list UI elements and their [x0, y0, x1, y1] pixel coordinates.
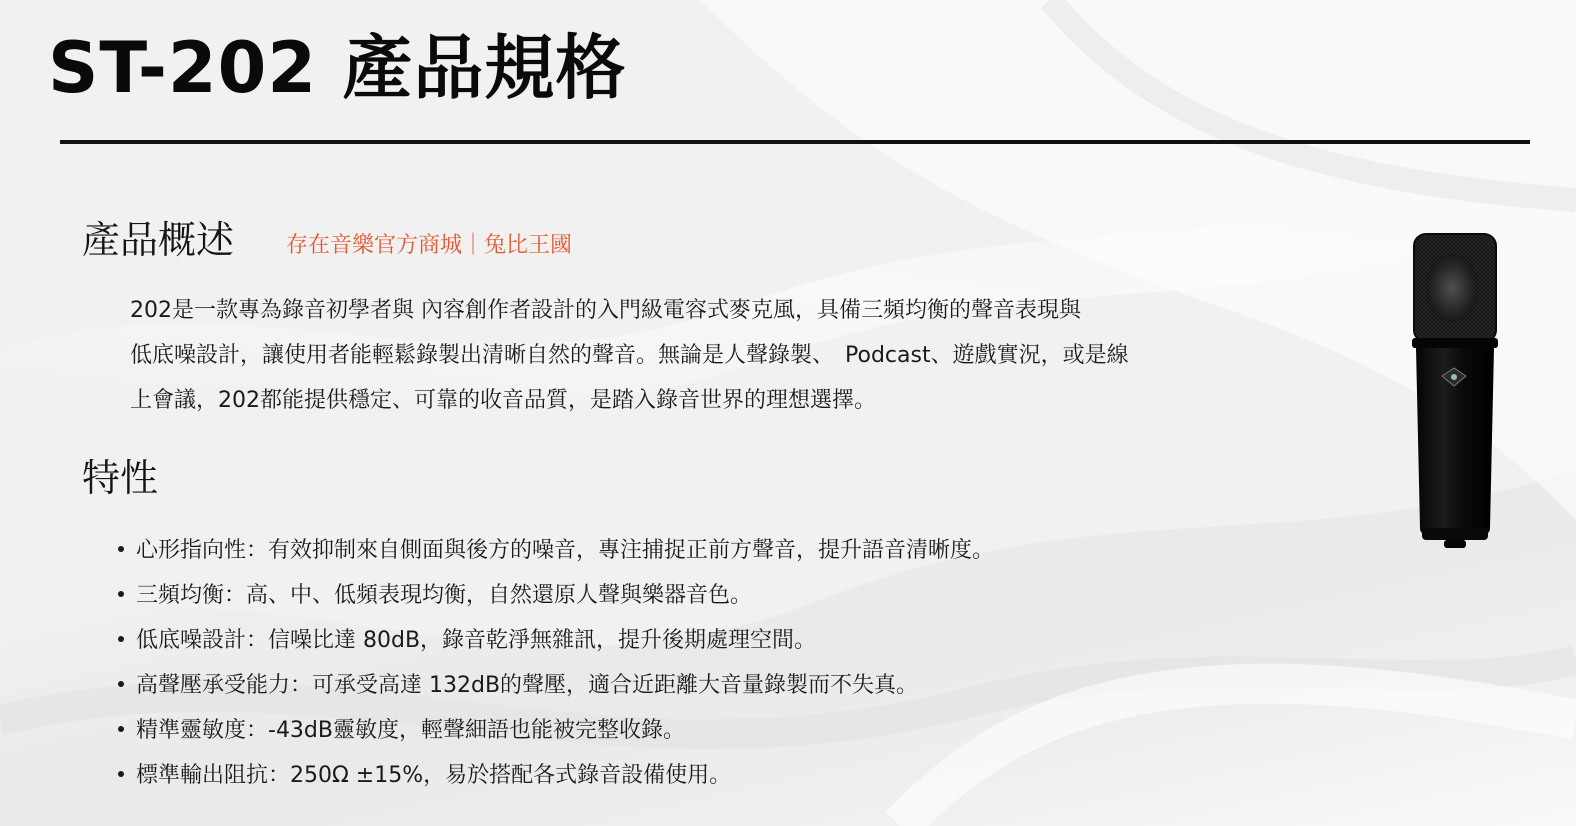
feature-text: 三頻均衡：高、中、低頻表現均衡，自然還原人聲與樂器音色。: [136, 583, 753, 608]
bullet-icon: [118, 681, 124, 687]
feature-text: 高聲壓承受能力：可承受高達 132dB的聲壓，適合近距離大音量錄製而不失真。: [136, 673, 919, 698]
feature-item: [112, 751, 1312, 796]
title-divider: [60, 140, 1530, 144]
feature-text: 心形指向性：有效抑制來自側面與後方的噪音，專注捕捉正前方聲音，提升語音清晰度。: [136, 538, 995, 563]
bullet-icon: [118, 591, 124, 597]
page-title: ST-202 產品規格: [48, 27, 627, 109]
overview-line: 低底噪設計，讓使用者能輕鬆錄製出清晰自然的聲音。無論是人聲錄製、 Podcast、遊戲實況，或是線: [130, 343, 1129, 368]
store-link[interactable]: 存在音樂官方商城｜兔比王國: [286, 233, 573, 258]
overview-paragraph: [130, 288, 1240, 423]
feature-text: 精準靈敏度：-43dB靈敏度，輕聲細語也能被完整收錄。: [136, 718, 685, 743]
feature-text: 低底噪設計：信噪比達 80dB，錄音乾淨無雜訊，提升後期處理空間。: [136, 628, 817, 653]
feature-text: 標準輸出阻抗：250Ω ±15%，易於搭配各式錄音設備使用。: [136, 763, 732, 788]
overview-line: 上會議，202都能提供穩定、可靠的收音品質，是踏入錄音世界的理想選擇。: [130, 388, 876, 413]
feature-item: [112, 571, 1312, 616]
overview-line: 202是一款專為錄音初學者與 內容創作者設計的入門級電容式麥克風，具備三頻均衡的聲音表現與: [130, 298, 1081, 323]
feature-item: [112, 616, 1312, 661]
features-heading: 特性: [82, 456, 159, 500]
feature-item: [112, 661, 1312, 706]
feature-list: [112, 526, 1312, 796]
feature-item: [112, 706, 1312, 751]
bullet-icon: [118, 636, 124, 642]
bullet-icon: [118, 546, 124, 552]
overview-heading: 產品概述: [82, 218, 235, 262]
bullet-icon: [118, 726, 124, 732]
microphone-product-image: [1404, 228, 1504, 558]
feature-item: [112, 526, 1312, 571]
bullet-icon: [118, 771, 124, 777]
